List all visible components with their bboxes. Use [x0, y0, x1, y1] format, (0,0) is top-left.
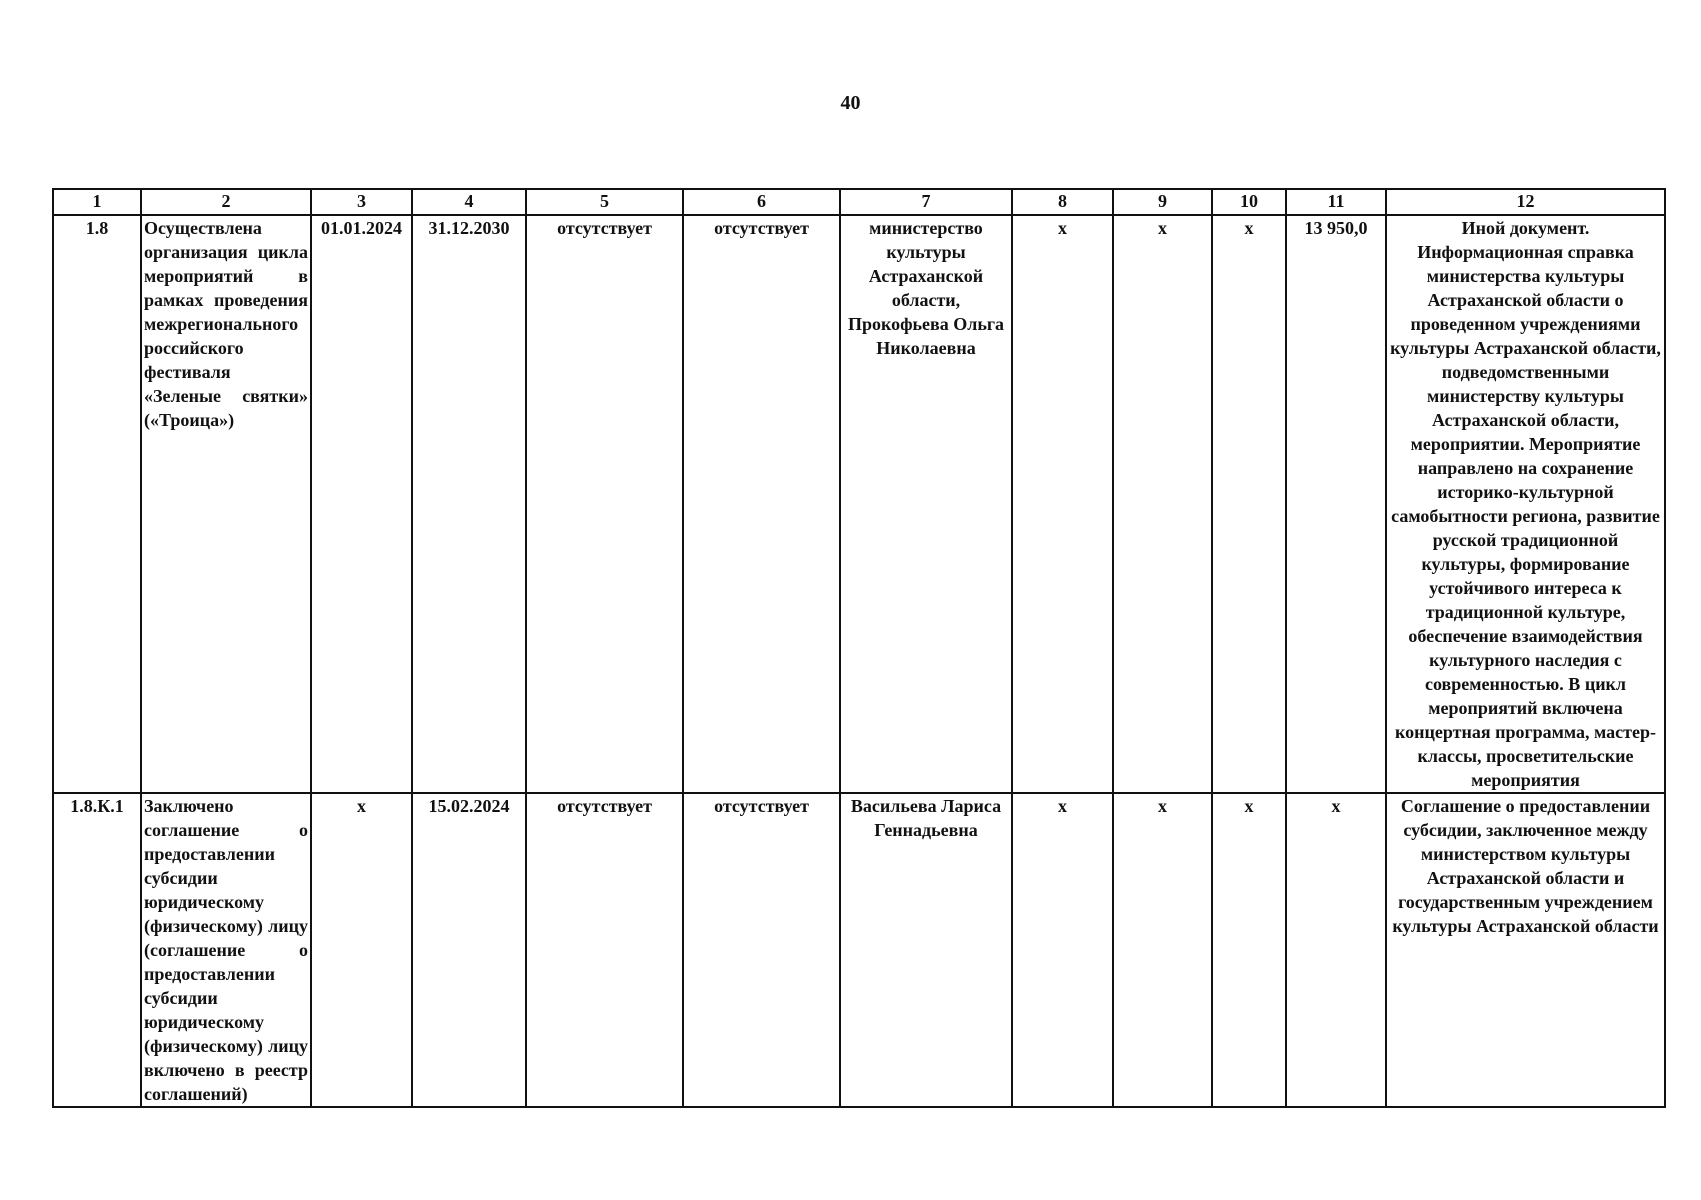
column-header: 3	[311, 189, 412, 215]
column-header: 2	[141, 189, 311, 215]
data-table	[52, 188, 1666, 1108]
row-col6: отсутствует	[683, 215, 840, 793]
row-document: Иной документ. Информационная справка министерства культуры Астраханской области о проведенном учреждениями культуры Астраханской области, подведомственными министерству культуры Астраханской области, мероприятии. Мероприятие направлено на сохранение историко-культурной самобытности региона, развитие русской традиционной культуры, формирование устойчивого интереса к традиционной культуре, обеспечение взаимодействия культурного наследия с современностью. В цикл мероприятий включена концертная программа, мастер-классы, просветительские мероприятия	[1386, 215, 1665, 793]
table-row	[53, 215, 1665, 793]
column-header: 6	[683, 189, 840, 215]
row-col9: х	[1113, 793, 1212, 1107]
row-end-date: 31.12.2030	[412, 215, 526, 793]
row-amount: х	[1286, 793, 1386, 1107]
row-col5: отсутствует	[526, 215, 683, 793]
row-document: Соглашение о предоставлении субсидии, заключенное между министерством культуры Астраханской области и государственным учреждением культуры Астраханской области	[1386, 793, 1665, 1107]
row-col10: х	[1212, 215, 1286, 793]
column-header: 7	[840, 189, 1012, 215]
row-col5: отсутствует	[526, 793, 683, 1107]
row-start-date: х	[311, 793, 412, 1107]
row-start-date: 01.01.2024	[311, 215, 412, 793]
column-header: 10	[1212, 189, 1286, 215]
column-header: 5	[526, 189, 683, 215]
row-end-date: 15.02.2024	[412, 793, 526, 1107]
row-col10: х	[1212, 793, 1286, 1107]
row-col6: отсутствует	[683, 793, 840, 1107]
row-name: Заключено соглашение о предоставлении субсидии юридическому (физическому) лицу (соглашение о предоставлении субсидии юридическому (физическому) лицу включено в реестр соглашений)	[141, 793, 311, 1107]
column-header: 12	[1386, 189, 1665, 215]
row-col8: х	[1012, 215, 1113, 793]
row-col9: х	[1113, 215, 1212, 793]
row-code: 1.8.К.1	[53, 793, 141, 1107]
row-responsible: Васильева Лариса Геннадьевна	[840, 793, 1012, 1107]
table-row	[53, 793, 1665, 1107]
column-header: 4	[412, 189, 526, 215]
column-header: 11	[1286, 189, 1386, 215]
page-number: 40	[840, 92, 861, 114]
table-header-row	[53, 189, 1665, 215]
column-header: 9	[1113, 189, 1212, 215]
row-amount: 13 950,0	[1286, 215, 1386, 793]
column-header: 1	[53, 189, 141, 215]
column-header: 8	[1012, 189, 1113, 215]
row-code: 1.8	[53, 215, 141, 793]
row-name: Осуществлена организация цикла мероприятий в рамках проведения межрегионального российского фестиваля «Зеленые святки» («Троица»)	[141, 215, 311, 793]
row-col8: х	[1012, 793, 1113, 1107]
row-responsible: министерство культуры Астраханской области, Прокофьева Ольга Николаевна	[840, 215, 1012, 793]
